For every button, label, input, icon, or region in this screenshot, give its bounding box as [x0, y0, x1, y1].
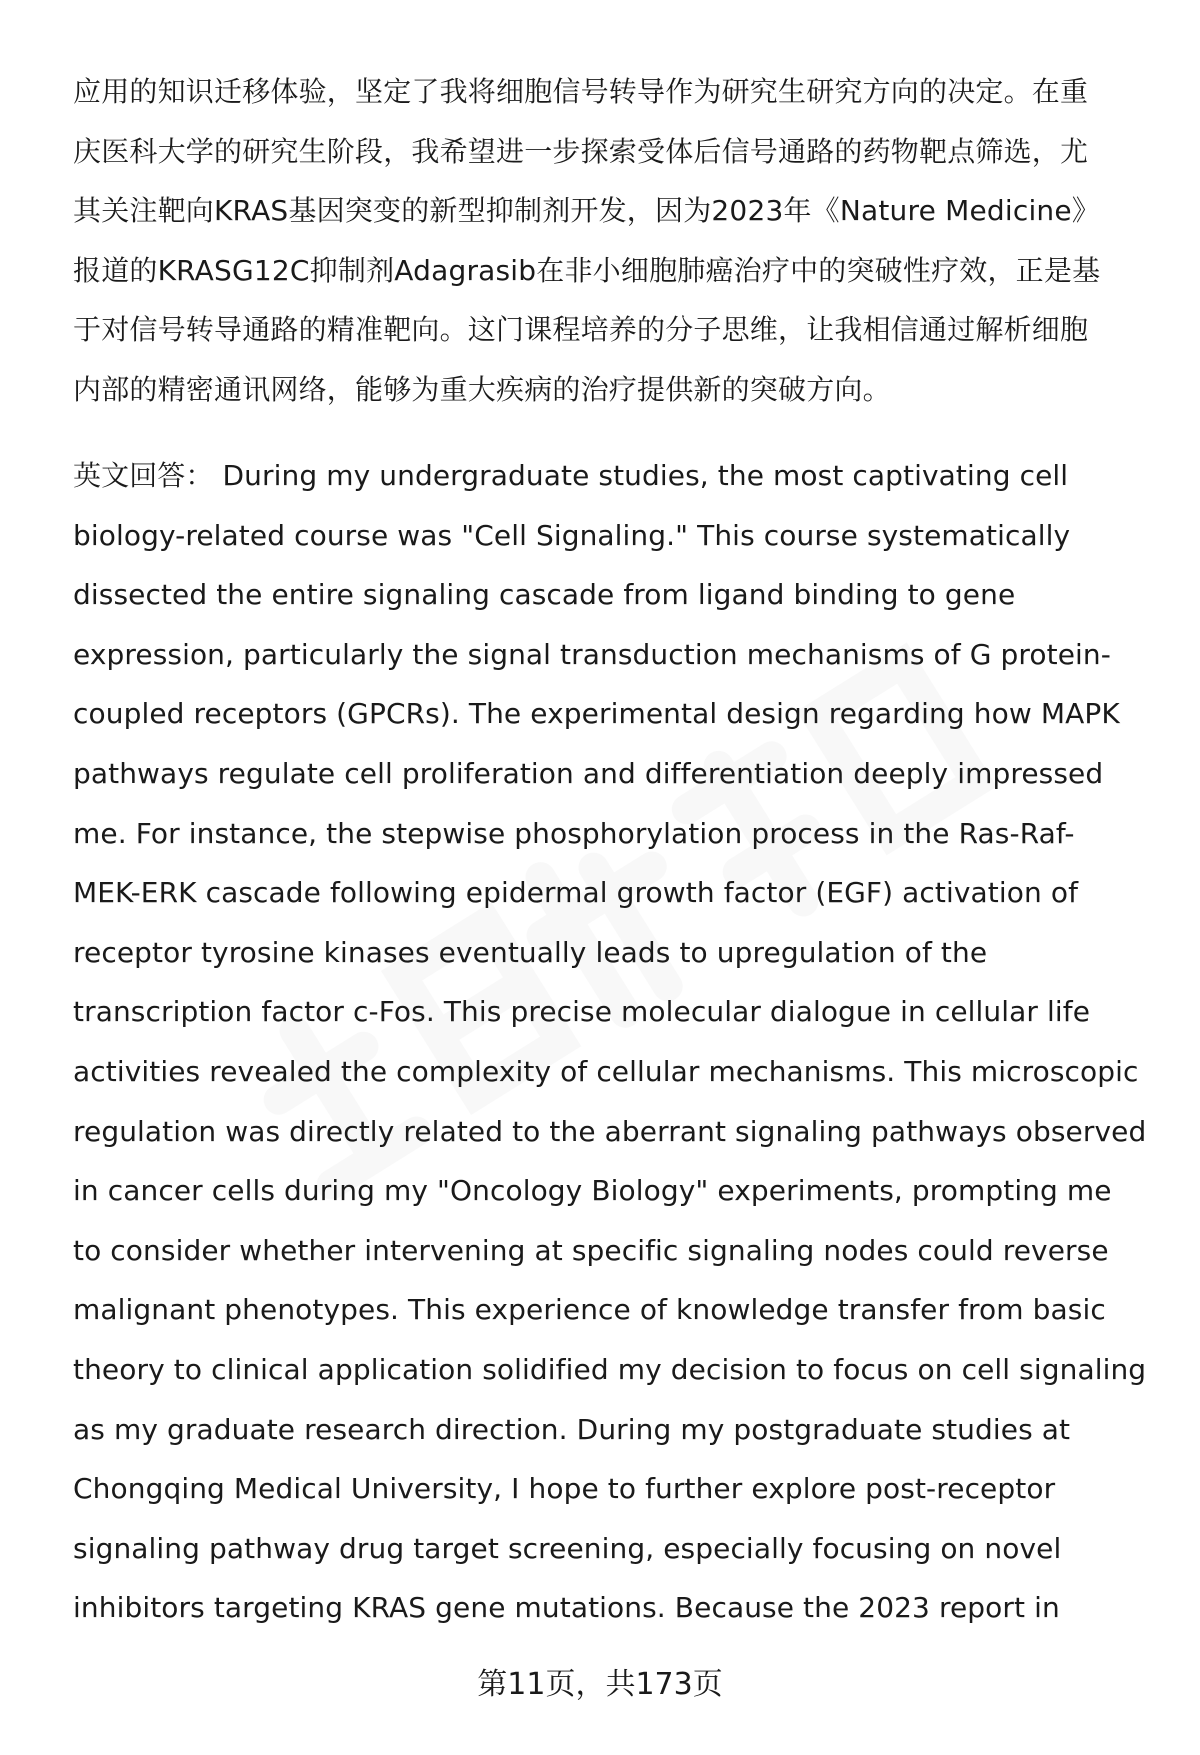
document-body [73, 62, 1158, 1638]
chinese-text-line: 其关注靶向KRAS基因突变的新型抑制剂开发，因为2023年《Nature Medicine》 [73, 194, 1101, 227]
english-text-line: malignant phenotypes. This experience of knowledge transfer from basic [73, 1293, 1106, 1327]
english-text-line: signaling pathway drug target screening, especially focusing on novel [73, 1531, 1062, 1565]
english-answer-paragraph [73, 446, 1158, 1638]
english-text-line: theory to clinical application solidified my decision to focus on cell signaling [73, 1352, 1147, 1386]
english-text-line: Chongqing Medical University, I hope to further explore post-receptor [73, 1472, 1056, 1506]
chinese-text-line: 报道的KRASG12C抑制剂Adagrasib在非小细胞肺癌治疗中的突破性疗效，正是基 [73, 253, 1101, 287]
chinese-answer-paragraph [73, 62, 1158, 419]
chinese-text-line: 于对信号转导通路的精准靶向。这门课程培养的分子思维，让我相信通过解析细胞 [73, 313, 1089, 346]
english-text-line: activities revealed the complexity of cellular mechanisms. This microscopic [73, 1054, 1139, 1088]
english-text-line: dissected the entire signaling cascade from ligand binding to gene [73, 578, 1016, 612]
english-text-line: expression, particularly the signal transduction mechanisms of G protein- [73, 637, 1111, 671]
english-text-line: as my graduate research direction. During my postgraduate studies at [73, 1412, 1071, 1446]
page-footer [0, 1665, 1200, 1705]
english-text-line: regulation was directly related to the aberrant signaling pathways observed [73, 1114, 1147, 1148]
chinese-text-line: 内部的精密通讯网络，能够为重大疾病的治疗提供新的突破方向。 [73, 372, 891, 406]
page-number: 第11页，共173页 [477, 1667, 723, 1702]
english-text-line: coupled receptors (GPCRs). The experimental design regarding how MAPK [73, 697, 1120, 731]
chinese-text-line: 应用的知识迁移体验，坚定了我将细胞信号转导作为研究生研究方向的决定。在重 [73, 75, 1089, 108]
english-text-line: pathways regulate cell proliferation and differentiation deeply impressed [73, 756, 1104, 790]
english-text-line: receptor tyrosine kinases eventually leads to upregulation of the [73, 935, 988, 969]
english-text-line: biology-related course was "Cell Signaling." This course systematically [73, 518, 1071, 552]
english-text-line: to consider whether intervening at specific signaling nodes could reverse [73, 1233, 1109, 1267]
chinese-text-line: 庆医科大学的研究生阶段，我希望进一步探索受体后信号通路的药物靶点筛选，尤 [73, 134, 1089, 168]
english-text-line: transcription factor c-Fos. This precise molecular dialogue in cellular life [73, 995, 1091, 1029]
english-text-line: MEK-ERK cascade following epidermal growth factor (EGF) activation of [73, 876, 1079, 910]
english-text-line: me. For instance, the stepwise phosphorylation process in the Ras-Raf- [73, 816, 1075, 850]
english-text-line: in cancer cells during my "Oncology Biology" experiments, prompting me [73, 1174, 1112, 1208]
english-text-line: inhibitors targeting KRAS gene mutations. Because the 2023 report in [73, 1591, 1060, 1625]
english-text-line: 英文回答： During my undergraduate studies, the most captivating cell [73, 459, 1069, 492]
